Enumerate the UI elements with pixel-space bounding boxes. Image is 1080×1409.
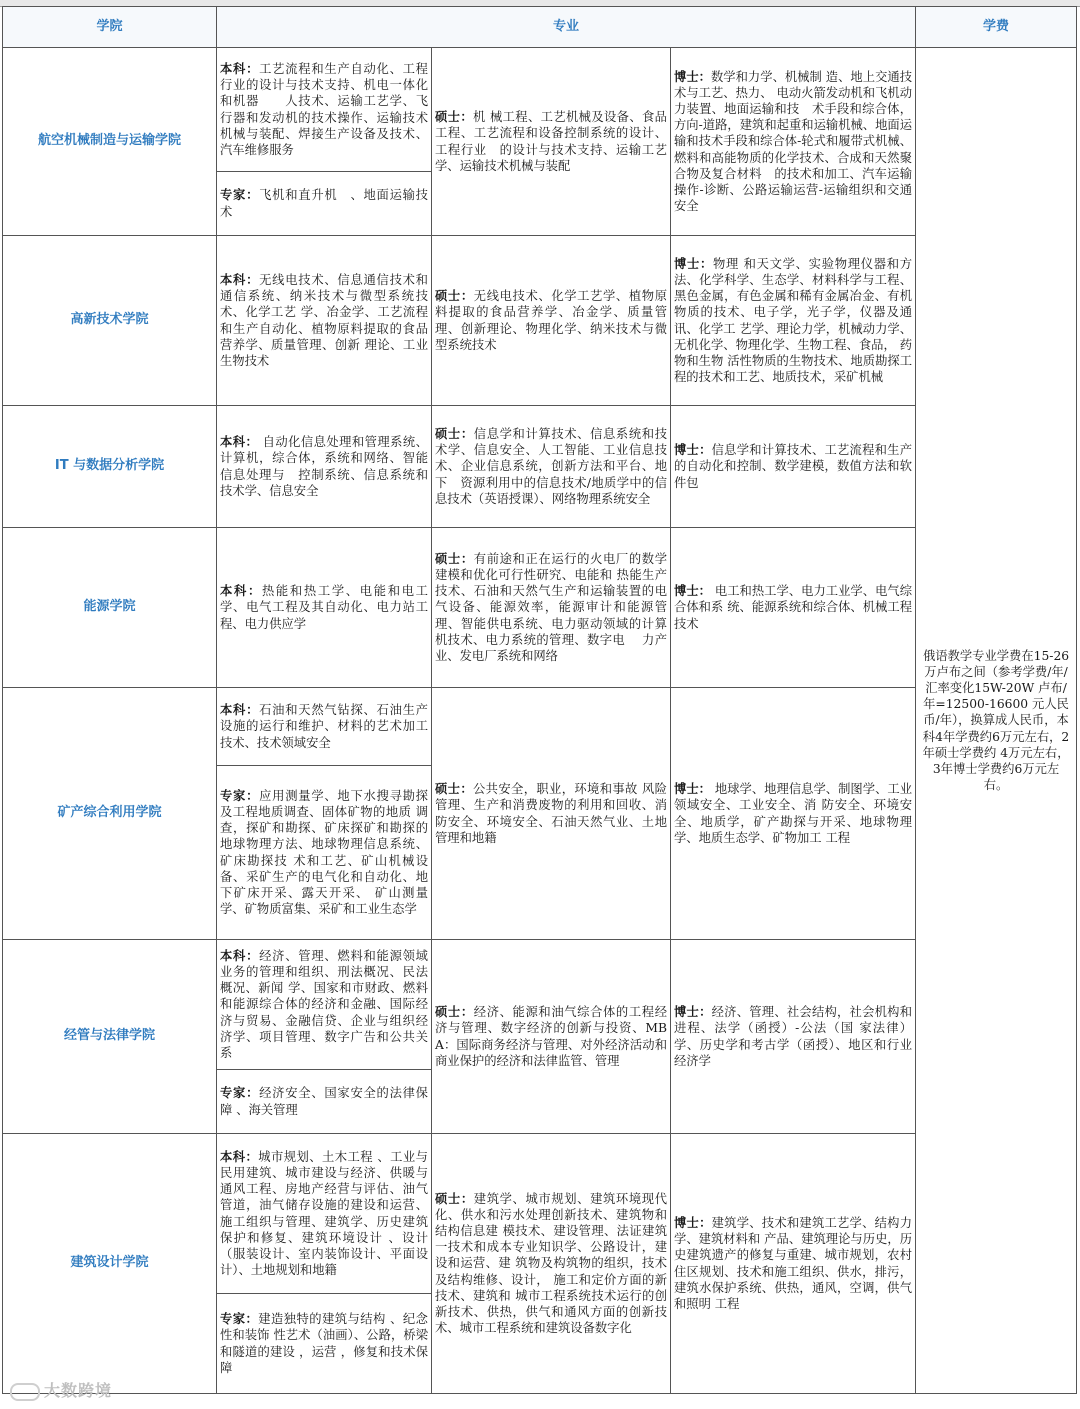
specialist-text: 应用测量学、地下水搜寻勘探及工程地质调查、固体矿物的地质 调 查，探矿和勘探、矿床探矿和勘探的地球物理方法、地球物理信息系统、矿床勘探技 术和工艺、矿山机械设备、采矿生产的电气化和自动化、地下矿床开采、露天开采、 矿山测量学、矿物质富集、采矿和工业生态学 xyxy=(220,788,428,917)
specialist-cell xyxy=(217,1294,432,1394)
phd-text: 数学和力学、机械制 造、地上交通技术与工艺、热力、 电动火箭发动机和飞机动力装置、地面运输和技 术手段和综合体，方向-道路，建筑和起重和运输机械、地面运输和技术手段和综合体-轮式和履带式机械、燃料和高能物质的化学技术、合成和天然聚合物及复合材料 的技术和加工、汽车运输操作-诊断、公路运输运营-运输组织和交通安全 xyxy=(674,69,913,214)
logo-icon xyxy=(10,1383,40,1401)
college-name: 经管与法律学院 xyxy=(3,940,217,1134)
phd-text: 电工和热工学、电力工业学、电气综合体和系 统、能源系统和综合体、机械工程技术 xyxy=(674,584,913,631)
bachelor-text: 自动化信息处理和管理系统、计算机，综合体，系统和网络、智能信息处理与 控制系统、信息系统和技术学、信息安全 xyxy=(220,435,428,498)
level-label: 硕士： xyxy=(435,550,474,566)
specialist-text: 建造独特的建筑与结构 、纪念性和装饰 性艺术（油画）、公路，桥梁和隧道的建设 ，运营 ，修复和技术保障 xyxy=(220,1312,428,1375)
specialist-cell xyxy=(217,1070,432,1134)
college-name: 矿产综合利用学院 xyxy=(3,688,217,940)
table-row xyxy=(3,528,1077,688)
master-cell xyxy=(432,1134,671,1394)
level-label: 本科： xyxy=(220,60,260,76)
phd-text: 经济、管理、社会结构，社会机构和进程、法学（函授）-公法（国 家法律）学、历史学和考古学（函授）、地区和行业经济学 xyxy=(674,1005,913,1068)
master-cell xyxy=(432,406,680,528)
phd-text: 建筑学、技术和建筑工艺学、结构力学、建筑材料和 产品、建筑理论与历史，历史建筑遗产的修复与重建、城市规划，农村住区规划、技术和施工组织、供水，排污，建筑水保护系统、供热，通风，空调，供气和照明 工程 xyxy=(674,1215,913,1311)
bachelor-cell xyxy=(217,688,432,766)
master-cell xyxy=(432,236,671,406)
college-name: 能源学院 xyxy=(3,528,217,688)
table-row xyxy=(3,236,1077,406)
level-label: 专家： xyxy=(220,1311,259,1327)
level-label: 博士： xyxy=(674,255,714,271)
phd-cell xyxy=(671,236,916,406)
level-label: 博士： xyxy=(674,781,711,797)
level-label: 博士： xyxy=(674,68,711,84)
phd-cell xyxy=(671,406,916,528)
bachelor-cell xyxy=(217,48,432,172)
master-cell xyxy=(432,528,671,688)
master-text: 经济、能源和油气综合体的工程经济与管理、数字经济的创新与投资、MBA：国际商务经济与管理、对外经济活动和商业保护的经济和法律监管、管理 xyxy=(435,1005,667,1068)
phd-cell xyxy=(671,688,916,940)
master-text: 机 械工程、工艺机械及设备、食品工程、工艺流程和设备控制系统的设计、工程行业 的设计与技术支持、运输工艺学、运输技术机械与装配 xyxy=(435,110,667,173)
master-text: 无线电技术、化学工艺学、植物原料提取的食品营养学、冶金学、质量管理、创新理论、物理化学、纳米技术与微型系统技术 xyxy=(435,289,667,352)
phd-cell xyxy=(671,940,916,1134)
level-label: 专家： xyxy=(220,1085,260,1101)
level-label: 本科： xyxy=(220,434,259,450)
level-label: 硕士： xyxy=(435,1004,474,1020)
bachelor-text: 经济、管理、燃料和能源领域业务的管理和组织、刑法概况、民法概况、新闻 学、国家和市财政、燃料和能源综合体的经济和金融、国际经济与贸易、金融信贷、企业与组织经济学、项目管理、数字广告和公共关系 xyxy=(220,948,428,1060)
level-label: 硕士： xyxy=(435,1190,474,1206)
specialist-cell xyxy=(217,766,432,940)
college-name: 高新技术学院 xyxy=(3,236,217,406)
level-label: 本科： xyxy=(220,583,262,599)
master-cell xyxy=(432,940,671,1134)
bachelor-cell xyxy=(217,528,432,688)
table-row xyxy=(3,48,1077,172)
level-label: 专家： xyxy=(220,787,260,803)
table-row xyxy=(3,406,1077,528)
logo-text: 大数跨境 xyxy=(44,1381,113,1400)
college-name: IT 与数据分析学院 xyxy=(3,406,217,528)
college-name: 建筑设计学院 xyxy=(3,1134,217,1394)
header-fee: 学费 xyxy=(916,7,1077,48)
level-label: 硕士： xyxy=(435,109,474,125)
master-text: 建筑学、城市规划、建筑环境现代化、供水和污水处理创新技术、建筑物和结构信息建 模技术、建设管理、法证建筑一技术和成本专业知识学、公路设计，建设和运营、建 筑物及构筑物的组织，技术及结构维修、设计， 施工和定价方面的新技术、建筑和 城市工程系统技术运行的创新技术、供热，供气和通风方面的创新技术、城市工程系统和建筑设备数字化 xyxy=(435,1191,667,1336)
level-label: 本科： xyxy=(220,1148,259,1164)
level-label: 专家： xyxy=(220,187,260,203)
master-text: 有前途和正在运行的火电厂的数学建模和优化可行性研究、电能和 热能生产技术、石油和天然气生产和运输装置的电气设备、能源效率，能源审计和能源管理、智能供电系统、电力驱动领域的计算机技术、电力系统的管理、数字电 力产业、发电厂系统和网络 xyxy=(435,551,667,663)
phd-cell xyxy=(671,48,916,236)
phd-text: 信息学和计算技术、工艺流程和生产的自动化和控制、数学建模，数值方法和软件包 xyxy=(674,443,913,490)
college-name: 航空机械制造与运输学院 xyxy=(3,48,217,236)
master-cell xyxy=(432,48,671,236)
level-label: 本科： xyxy=(220,702,260,718)
level-label: 博士： xyxy=(674,1214,712,1230)
header-major: 专业 xyxy=(217,7,916,48)
phd-text: 物理 和天文学、实验物理仪器和方法、化学科学、生态学、材料科学与工程、黑色金属，有色金属和稀有金属冶金、有机物质的技术、电子学，光子学，仪器及通讯、化学工 艺学、理论力学，机械动力学、无机化学、物理化学、生物工程、食品， 药物和生物 活性物质的生物技术、地质勘探工程的技术和工艺、地质技术，采矿机械 xyxy=(674,256,913,385)
header-college: 学院 xyxy=(3,7,217,48)
bachelor-text: 城市规划、土木工程 、工业与民用建筑、城市建设与经济、供暖与通风工程、房地产经营与评估、油气管道，油气储存设施的建设和运营、施工组织与管理、建筑学、历史建筑保护和修复、建筑环境设计 、设计（服装设计、室内装饰设计、平面设计）、土地规划和地籍 xyxy=(220,1149,428,1278)
bachelor-text: 工艺流程和生产自动化、工程行业的设计与技术支持、机电一体化和机器 人技术、运输工艺学、飞行器和发动机的技术操作、运输技术机械与装配、焊接生产设备及技术、汽车维修服务 xyxy=(220,61,428,157)
bachelor-text: 无线电技术、信息通信技术和通信系统、纳米技术与微型系统技术、化学工艺 学、冶金学、工艺流程和生产自动化、植物原料提取的食品营养学、质量管理、创新 理论、工业生物技术 xyxy=(220,272,428,368)
table-row xyxy=(3,940,1077,1070)
phd-text: 地球学、地理信息学、制图学、工业领域安全、工业安全、消 防安全、环境安全、地质学，矿产勘探与开采、地球物理学、地质生态学、矿物加工 工程 xyxy=(674,782,913,845)
bachelor-cell xyxy=(217,1134,432,1294)
level-label: 本科： xyxy=(220,271,260,287)
level-label: 博士： xyxy=(674,1004,712,1020)
fee-cell xyxy=(916,48,1077,1394)
bachelor-text: 热能和热工学、电能和电工学、电气工程及其自动化、电力站工程、电力供应学 xyxy=(220,584,428,631)
bachelor-cell xyxy=(217,406,432,528)
master-text: 公共安全，职业，环境和事故 风险管理、生产和消费废物的利用和回收、消防安全、环境安全、石油天然气业、土地管理和地籍 xyxy=(435,782,667,845)
level-label: 博士： xyxy=(674,442,712,458)
table-row xyxy=(3,688,1077,766)
table-row xyxy=(3,1134,1077,1294)
phd-cell xyxy=(671,528,916,688)
level-label: 硕士： xyxy=(435,781,474,797)
fee-text: 俄语教学专业学费在15-26万卢布之间（参考学费/年/汇率变化15W-20W 卢布/年=12500-16600 元人民币/年），换算成人民币，本科4年学费约6万元左右，2年硕士学费约 4万元左右，3年博士学费约6万元左右。 xyxy=(922,648,1070,793)
specialist-text: 经济安全、国家安全的法律保障 、海关管理 xyxy=(220,1086,428,1117)
bachelor-cell xyxy=(217,236,432,406)
master-cell xyxy=(432,688,671,940)
level-label: 硕士： xyxy=(435,425,474,441)
level-label: 博士： xyxy=(674,583,711,599)
master-text: 信息学和计算技术、信息系统和技 术学、信息安全、人工智能、工业信息技术、企业信息系统，创新方法和平台、地下 资源利用中的信息技术/地质学中的信息技术（英语授课）、网络物理系统安全 xyxy=(435,426,680,506)
header-row xyxy=(3,7,1077,48)
bachelor-cell xyxy=(217,940,432,1070)
phd-cell xyxy=(671,1134,916,1394)
level-label: 本科： xyxy=(220,947,260,963)
footer-logo xyxy=(10,1378,112,1401)
program-table xyxy=(2,6,1077,1394)
bachelor-text: 石油和天然气钻探、石油生产设施的运行和维护、材料的艺术加工技术、技术领域安全 xyxy=(220,703,428,750)
specialist-cell xyxy=(217,172,432,236)
specialist-text: 飞机和直升机 、地面运输技术 xyxy=(220,188,428,219)
level-label: 硕士： xyxy=(435,288,474,304)
